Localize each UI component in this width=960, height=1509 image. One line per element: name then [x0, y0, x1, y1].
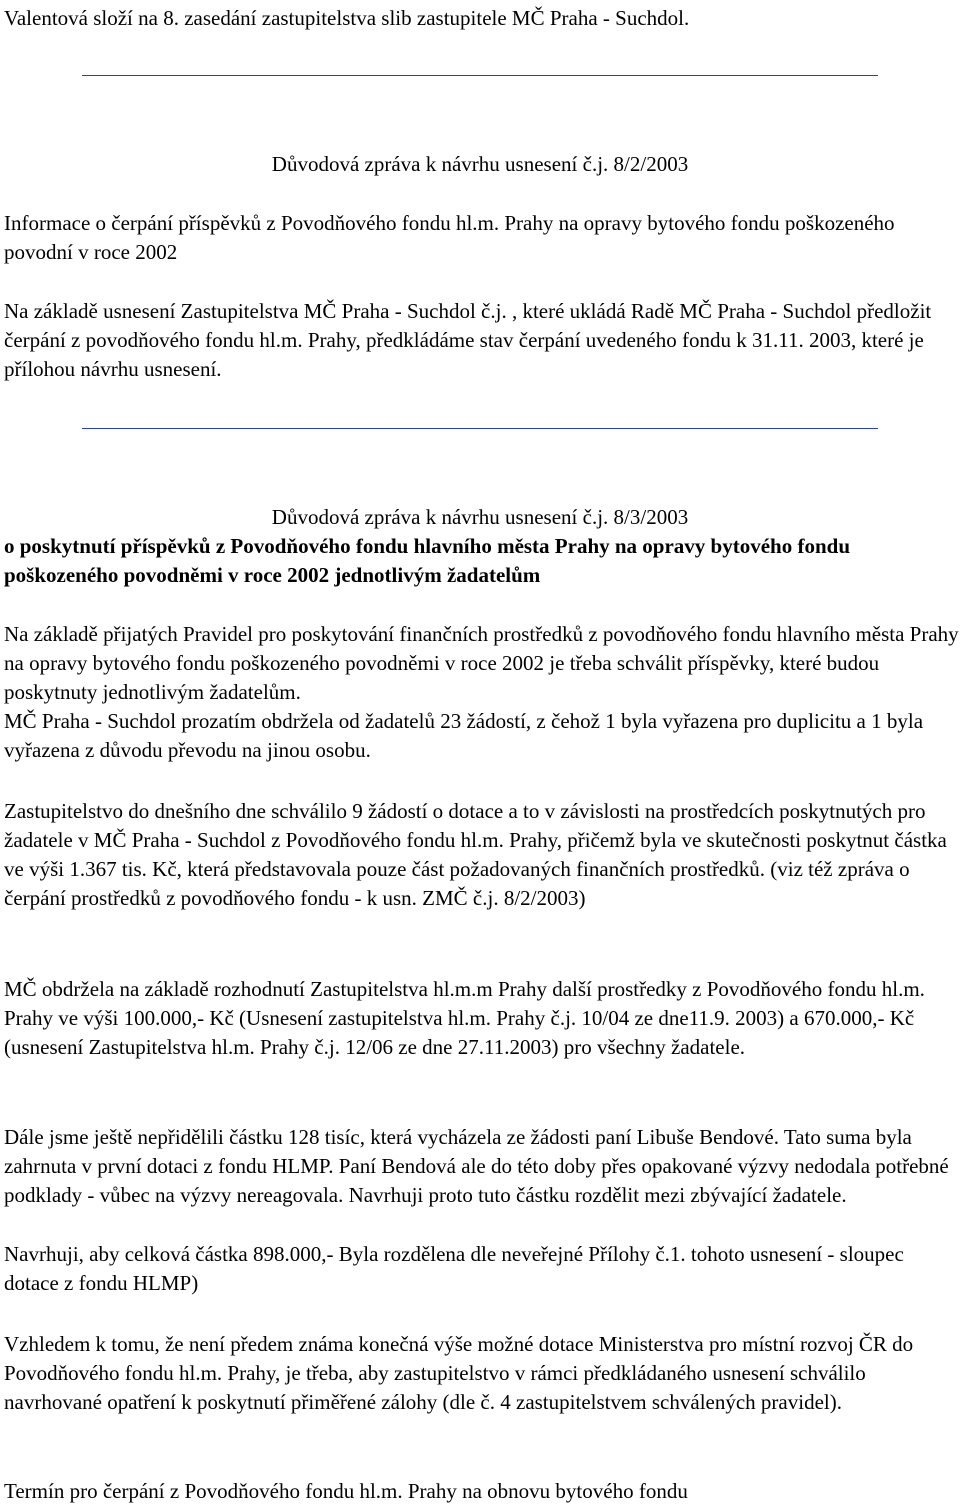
- report2-paragraph: Na základě přijatých Pravidel pro poskytování finančních prostředků z povodňového fondu hlavního města Prahy na opravy bytového fondu poškozeného povodněmi v roce 2002 je třeba schválit příspěvky, které budou poskytnuty jednotlivým žadatelům.: [4, 622, 959, 704]
- report2-paragraph: Zastupitelstvo do dnešního dne schválilo 9 žádostí o dotace a to v závislosti na prostředcích poskytnutých pro žadatele v MČ Praha - Suchdol z Povodňového fondu hl.m. Prahy, přičemž byla ve skutečnosti poskytnut částka ve výši 1.367 tis. Kč, která představovala pouze část požadovaných finančních prostředků. (viz též zpráva o čerpání prostředků z povodňového fondu - k usn. ZMČ č.j. 8/2/2003): [4, 799, 947, 910]
- separator-rule: [82, 75, 878, 76]
- report2-title: Důvodová zpráva k návrhu usnesení č.j. 8/3/2003: [271, 505, 689, 529]
- report2-paragraph: Navrhuji, aby celková částka 898.000,- Byla rozdělena dle neveřejné Přílohy č.1. tohoto usnesení - sloupec dotace z fondu HLMP): [4, 1242, 904, 1295]
- report2-paragraph: MČ Praha - Suchdol prozatím obdržela od žadatelů 23 žádostí, z čehož 1 byla vyřazena pro duplicitu a 1 byla vyřazena z důvodu převodu na jinou osobu.: [4, 709, 924, 762]
- separator-rule: [82, 428, 878, 429]
- report2-paragraph: Dále jsme ještě nepřidělili částku 128 tisíc, která vycházela ze žádosti paní Libuše Bendové. Tato suma byla zahrnuta v první dotaci z fondu HLMP. Paní Bendová ale do této doby přes opakované výzvy nedodala potřebné podklady - vůbec na výzvy nereagovala. Navrhuji proto tuto částku rozdělit mezi zbývající žadatele.: [4, 1125, 949, 1207]
- report2-paragraph: Termín pro čerpání z Povodňového fondu hl.m. Prahy na obnovu bytového fondu: [4, 1479, 688, 1503]
- report1-body: Na základě usnesení Zastupitelstva MČ Praha - Suchdol č.j. , které ukládá Radě MČ Praha - Suchdol předložit čerpání z povodňového fondu hl.m. Prahy, předkládáme stav čerpání uvedeného fondu k 31.11. 2003, které je přílohou návrhu usnesení.: [4, 299, 932, 381]
- report1-subject: Informace o čerpání příspěvků z Povodňového fondu hl.m. Prahy na opravy bytového fondu poškozeného povodní v roce 2002: [4, 211, 895, 264]
- report1-title: Důvodová zpráva k návrhu usnesení č.j. 8/2/2003: [271, 152, 689, 176]
- report2-paragraph: MČ obdržela na základě rozhodnutí Zastupitelstva hl.m.m Prahy další prostředky z Povodňového fondu hl.m. Prahy ve výši 100.000,- Kč (Usnesení zastupitelstva hl.m. Prahy č.j. 10/04 ze dne11.9. 2003) a 670.000,- Kč (usnesení Zastupitelstva hl.m. Prahy č.j. 12/06 ze dne 27.11.2003) pro všechny žadatele.: [4, 977, 925, 1059]
- intro-paragraph: Valentová složí na 8. zasedání zastupitelstva slib zastupitele MČ Praha - Suchdol.: [4, 6, 690, 30]
- report2-subject: o poskytnutí příspěvků z Povodňového fondu hlavního města Prahy na opravy bytového fondu poškozeného povodněmi v roce 2002 jednotlivým žadatelům: [4, 534, 851, 587]
- report2-paragraph: Vzhledem k tomu, že není předem známa konečná výše možné dotace Ministerstva pro místní rozvoj ČR do Povodňového fondu hl.m. Prahy, je třeba, aby zastupitelstvo v rámci předkládaného usnesení schválilo navrhované opatření k poskytnutí přiměřené zálohy (dle č. 4 zastupitelstvem schválených pravidel).: [4, 1332, 914, 1414]
